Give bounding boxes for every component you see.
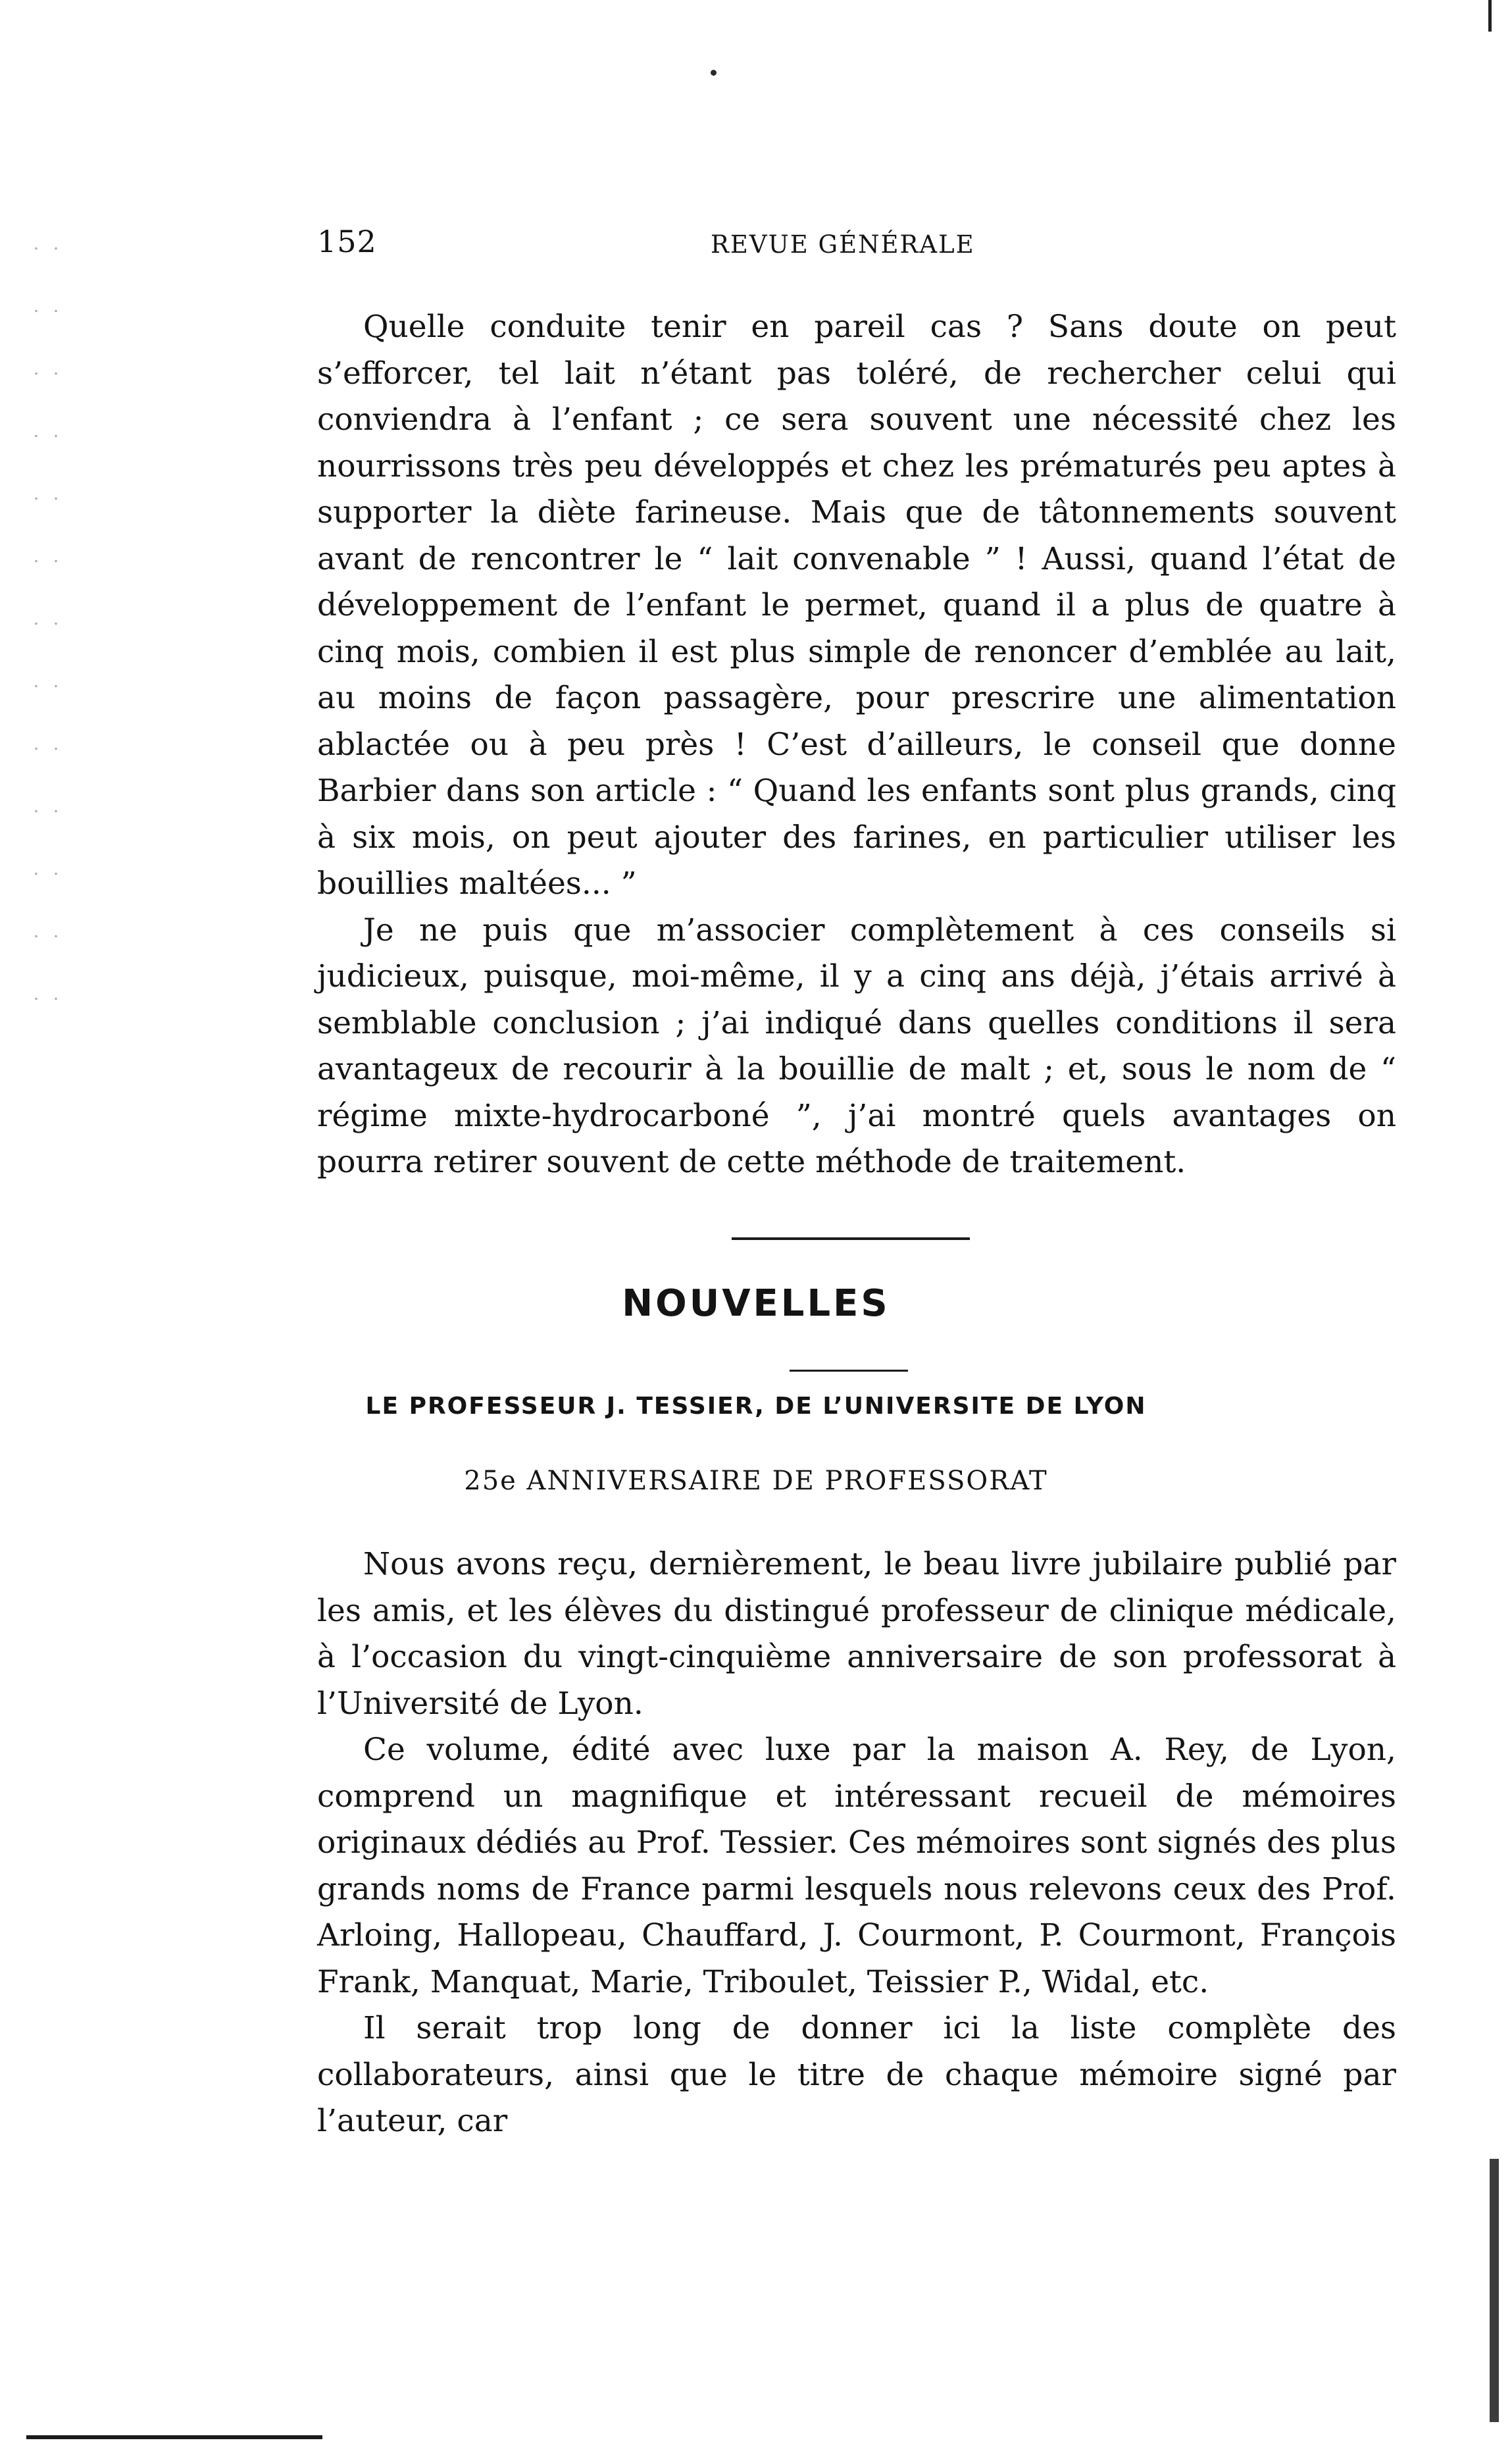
news-body	[317, 1541, 1396, 2145]
left-edge-specks	[26, 217, 66, 1007]
scan-edge-bottom	[26, 2435, 322, 2439]
section-title: NOUVELLES	[622, 1282, 890, 1325]
scan-edge-right	[1490, 2159, 1499, 2422]
news-anniversary: 25e ANNIVERSAIRE DE PROFESSORAT	[464, 1466, 1048, 1496]
paragraph: Il serait trop long de donner ici la liste complète des collaborateurs, ainsi que le titre de chaque mémoire signé par l’auteur, car	[317, 2010, 1396, 2139]
article-continuation	[317, 304, 1396, 1186]
paragraph: Quelle conduite tenir en pareil cas ? Sans doute on peut s’efforcer, tel lait n’étant pas toléré, de rechercher celui qui conviendra à l’enfant ; ce sera souvent une nécessité chez les nourrissons très peu développés et chez les prématurés peu aptes à supporter la diète farineuse. Mais que de tâtonnements souvent avant de rencontrer le “ lait convenable ” ! Aussi, quand l’état de développement de l’enfant le permet, quand il a plus de quatre à cinq mois, combien il est plus simple de renoncer d’emblée au lait, au moins de façon passagère, pour prescrire une alimentation ablactée ou à peu près ! C’est d’ailleurs, le conseil que donne Barbier dans son article : “ Quand les enfants sont plus grands, cinq à six mois, on peut ajouter des farines, en particulier utiliser les bouillies maltées... ”	[317, 309, 1396, 902]
paragraph: Ce volume, édité avec luxe par la maison A. Rey, de Lyon, comprend un magnifique et intéressant recueil de mémoires originaux dédiés au Prof. Tessier. Ces mémoires sont signés des plus grands noms de France parmi lesquels nous relevons ceux des Prof. Arloing, Hallopeau, Chauffard, J. Courmont, P. Courmont, François Frank, Manquat, Marie, Triboulet, Teissier P., Widal, etc.	[317, 1732, 1396, 2000]
paragraph: Nous avons reçu, dernièrement, le beau livre jubilaire publié par les amis, et les élèves du distingué professeur de clinique médicale, à l’occasion du vingt-cinquième anniversaire de son professorat à l’Université de Lyon.	[317, 1546, 1396, 1722]
running-head: REVUE GÉNÉRALE	[711, 230, 975, 259]
title-underline	[790, 1370, 908, 1372]
corner-mark	[1488, 0, 1492, 32]
page-number: 152	[317, 224, 377, 259]
news-subtitle: LE PROFESSEUR J. TESSIER, DE L’UNIVERSITE DE LYON	[365, 1393, 1147, 1420]
section-divider	[732, 1237, 970, 1240]
margin-speck	[711, 70, 717, 76]
paragraph: Je ne puis que m’associer complètement à ces conseils si judicieux, puisque, moi-même, il y a cinq ans déjà, j’étais arrivé à semblable conclusion ; j’ai indiqué dans quelles conditions il sera avantageux de recourir à la bouillie de malt ; et, sous le nom de “ régime mixte-hydrocarboné ”, j’ai montré quels avantages on pourra retirer souvent de cette méthode de traitement.	[317, 912, 1396, 1180]
